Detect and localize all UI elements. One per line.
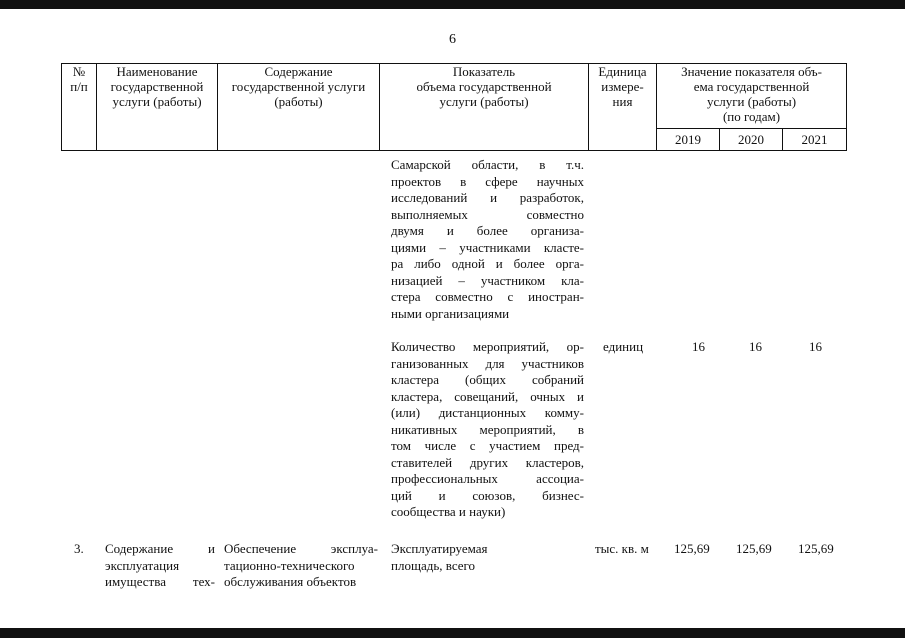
header-text: измере-: [601, 79, 644, 94]
text-line: низацией – участником кла-: [391, 272, 584, 288]
header-col-content: [218, 64, 380, 151]
table-header: [61, 63, 847, 151]
text-line: ставителей других кластеров,: [391, 454, 584, 470]
row-3-value-2020: 125,69: [736, 541, 772, 556]
text-line: площадь, всего: [391, 557, 476, 573]
text-line: ра либо одной и более орга-: [391, 256, 584, 271]
page-number: 6: [449, 32, 456, 47]
text-line: том числе с участием пред-: [391, 438, 584, 453]
header-text: государственной услуги: [231, 79, 366, 94]
header-col-value: [657, 64, 847, 129]
text-line: обслуживания объектов: [224, 574, 357, 589]
header-col-indicator: [380, 64, 589, 151]
value-events-2021: 16: [809, 339, 822, 354]
value-events-2019: 16: [692, 339, 705, 354]
header-text: (работы): [274, 94, 323, 109]
header-text: Наименование: [116, 64, 198, 79]
text-line: циями – участниками класте-: [391, 239, 584, 255]
text-line: выполняемых совместно: [391, 206, 584, 222]
header-year-2020: 2020: [720, 129, 783, 151]
header-text: Содержание: [264, 64, 333, 79]
header-col-unit: [589, 64, 657, 151]
text-line: исследований и разработок,: [391, 190, 584, 205]
text-line: Самарской области, в т.ч.: [391, 157, 584, 172]
header-text: услуги (работы): [112, 94, 202, 109]
indicator-events: [391, 339, 584, 521]
header-text: Показатель: [452, 64, 516, 79]
indicator-continuation: [391, 157, 584, 322]
header-text: (по годам): [722, 109, 781, 124]
text-line: двумя и более организа-: [391, 223, 584, 238]
text-line: профессиональных ассоциа-: [391, 471, 584, 486]
text-line: проектов в сфере научных: [391, 173, 584, 189]
header-text: ния: [612, 94, 633, 109]
row-3-number: 3.: [74, 541, 84, 556]
text-line: Содержание и: [105, 541, 215, 556]
header-text: услуги (работы): [706, 94, 797, 109]
header-year-2019: 2019: [657, 129, 720, 151]
value-events-2020: 16: [749, 339, 762, 354]
text-line: Количество мероприятий, ор-: [391, 339, 584, 354]
row-3-value-2019: 125,69: [674, 541, 710, 556]
header-text: услуги (работы): [439, 94, 529, 109]
text-line: ганизованных для участников: [391, 355, 584, 371]
header-text: ема государственной: [693, 79, 810, 94]
header-col-name: [97, 64, 218, 151]
text-line: сообщества и науки): [391, 504, 506, 519]
text-line: Эксплуатируемая: [391, 541, 488, 556]
text-line: имущества тех-: [105, 574, 215, 589]
row-3-value-2021: 125,69: [798, 541, 834, 556]
text-line: ций и союзов, бизнес-: [391, 487, 584, 503]
unit-events: единиц: [603, 339, 644, 354]
top-border-bar: [0, 0, 905, 9]
header-year-2021: 2021: [783, 129, 847, 151]
header-text: Значение показателя объ-: [681, 64, 822, 79]
header-text: государственной: [110, 79, 204, 94]
text-line: тационно-технического: [224, 557, 355, 573]
text-line: кластера (общих собраний: [391, 372, 584, 387]
header-text: п/п: [70, 79, 88, 94]
text-line: Обеспечение эксплуа-: [224, 541, 378, 556]
header-text: №: [72, 64, 86, 79]
text-line: эксплуатация: [105, 557, 180, 573]
row-3-content: [224, 541, 378, 591]
row-3-name: [105, 541, 215, 591]
header-text: объема государственной: [416, 79, 552, 94]
text-line: ными организациями: [391, 305, 510, 321]
row-3-indicator: [391, 541, 584, 574]
header-text: Единица: [598, 64, 647, 79]
header-col-number: [62, 64, 97, 151]
text-line: (или) дистанционных комму-: [391, 405, 584, 420]
text-line: никативных мероприятий, в: [391, 421, 584, 437]
row-3-unit: тыс. кв. м: [595, 541, 649, 556]
text-line: кластера, совещаний, очных и: [391, 388, 584, 404]
text-line: стера совместно с иностран-: [391, 289, 584, 304]
bottom-border-bar: [0, 628, 905, 638]
